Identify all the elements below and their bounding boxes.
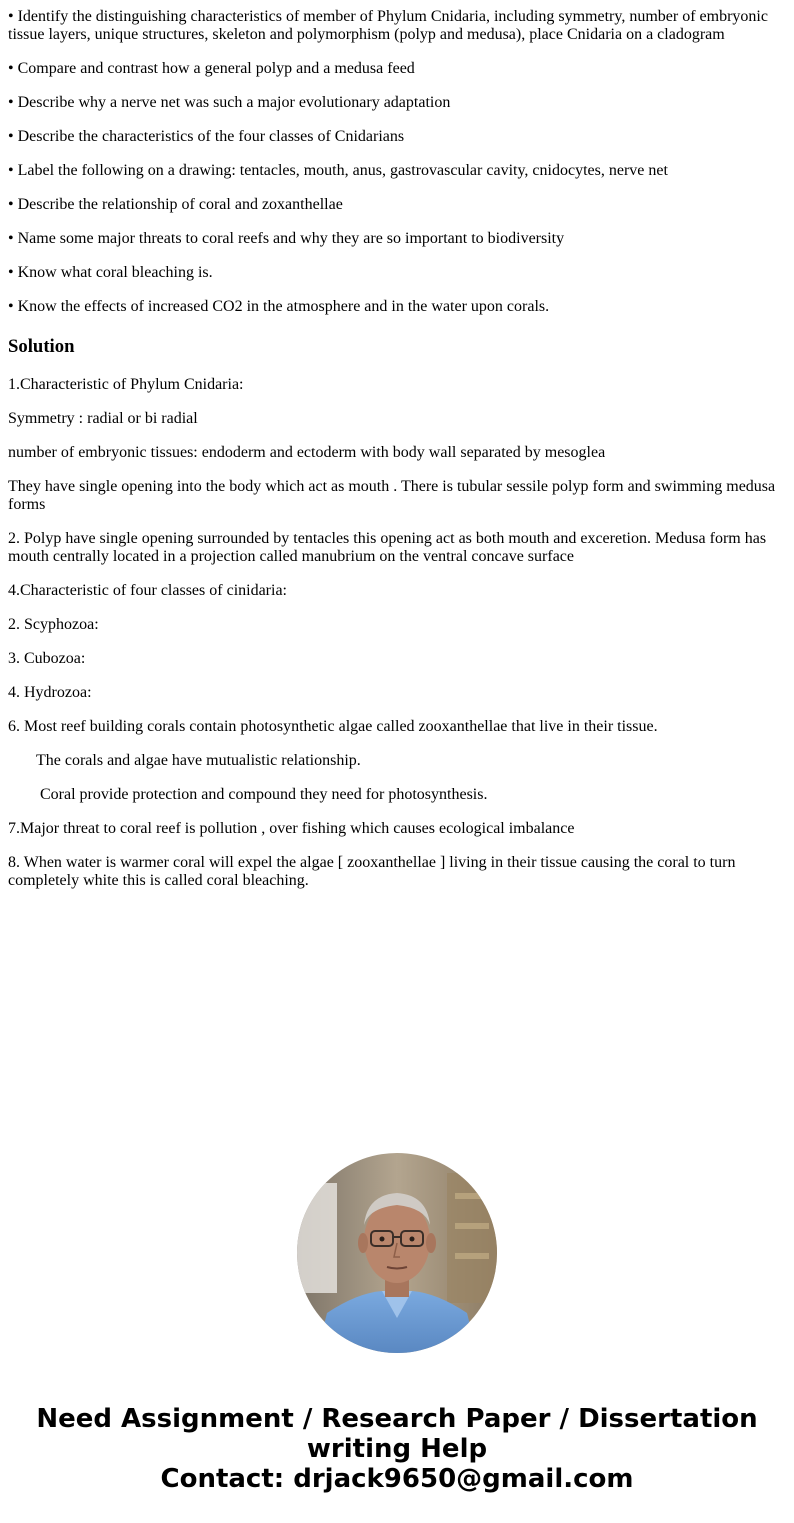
solution-paragraph: 7.Major threat to coral reef is pollution , over fishing which causes ecological imbalance (8, 820, 575, 837)
question-5: • Label the following on a drawing: tentacles, mouth, anus, gastrovascular cavity, cnidocytes, nerve net (8, 162, 668, 179)
solution-paragraph: 6. Most reef building corals contain photosynthetic algae called zooxanthellae that live in their tissue. (8, 718, 658, 735)
solution-paragraph: Coral provide protection and compound they need for photosynthesis. (40, 786, 488, 803)
question-2: • Compare and contrast how a general polyp and a medusa feed (8, 60, 415, 77)
solution-paragraph: 4.Characteristic of four classes of cinidaria: (8, 582, 287, 599)
author-avatar (297, 1153, 497, 1353)
solution-paragraph: 8. When water is warmer coral will expel the algae [ zooxanthellae ] living in their tissue causing the coral to turn completely white this is called coral bleaching. (8, 854, 736, 889)
solution-paragraph: number of embryonic tissues: endoderm and ectoderm with body wall separated by mesoglea (8, 444, 606, 461)
author-portrait-image (297, 1153, 497, 1353)
solution-paragraph: 1.Characteristic of Phylum Cnidaria: (8, 376, 244, 393)
question-1: • Identify the distinguishing characteristics of member of Phylum Cnidaria, including symmetry, number of embryonic tissue layers, unique structures, skeleton and polymorphism (polyp and medusa), place Cnidaria on a cladogram (8, 8, 768, 43)
question-7: • Name some major threats to coral reefs and why they are so important to biodiversity (8, 230, 565, 247)
footer-banner (0, 1404, 794, 1494)
solution-paragraph: They have single opening into the body which act as mouth . There is tubular sessile polyp form and swimming medusa forms (8, 478, 776, 513)
question-8: • Know what coral bleaching is. (8, 264, 213, 281)
document-body (8, 8, 786, 906)
question-4: • Describe the characteristics of the four classes of Cnidarians (8, 128, 405, 145)
solution-paragraph: 2. Scyphozoa: (8, 616, 99, 633)
solution-paragraph: 4. Hydrozoa: (8, 684, 92, 701)
solution-paragraph: Symmetry : radial or bi radial (8, 410, 198, 427)
question-3: • Describe why a nerve net was such a major evolutionary adaptation (8, 94, 451, 111)
question-6: • Describe the relationship of coral and zoxanthellae (8, 196, 343, 213)
solution-paragraph: 2. Polyp have single opening surrounded by tentacles this opening act as both mouth and exceretion. Medusa form has mouth centrally located in a projection called manubrium on the ventral concave surface (8, 530, 767, 565)
footer-line-1: Need Assignment / Research Paper / Dissertation (36, 1404, 758, 1434)
solution-paragraph: The corals and algae have mutualistic relationship. (36, 752, 361, 769)
solution-heading: Solution (8, 336, 75, 357)
solution-paragraph: 3. Cubozoa: (8, 650, 86, 667)
question-9: • Know the effects of increased CO2 in the atmosphere and in the water upon corals. (8, 298, 550, 315)
footer-contact: Contact: drjack9650@gmail.com (160, 1464, 634, 1494)
footer-line-2: writing Help (306, 1434, 488, 1464)
